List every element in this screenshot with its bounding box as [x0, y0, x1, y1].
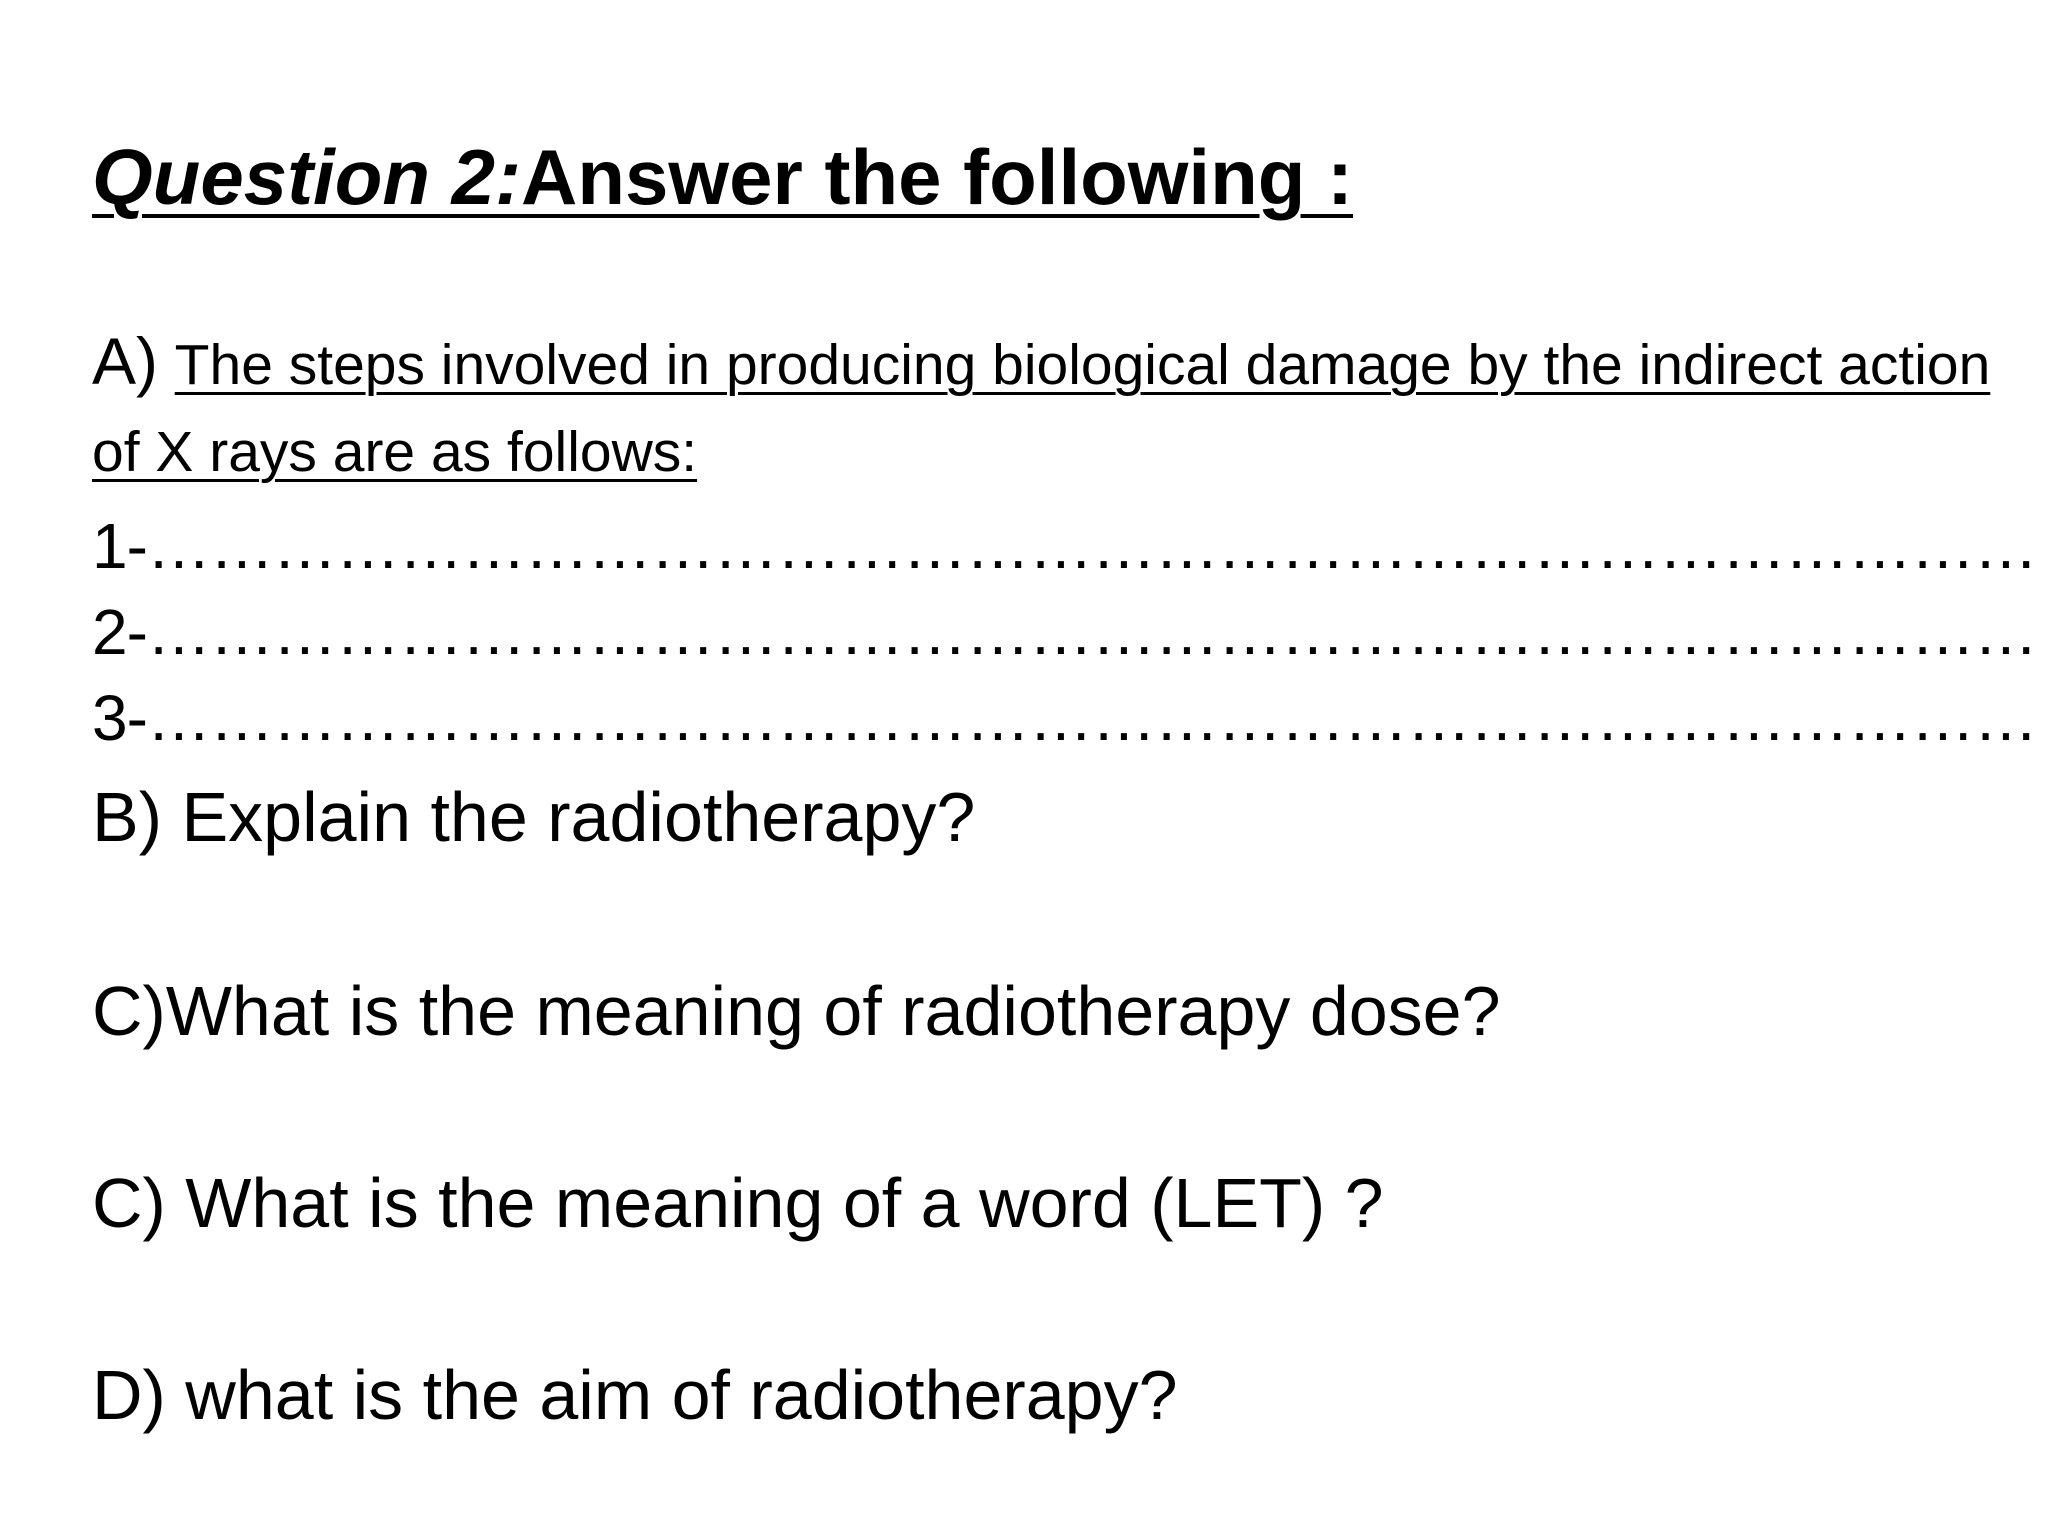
answer-blank-1: 1-……………………………………………………………………………… [92, 510, 2037, 582]
part-a-prompt [92, 318, 2012, 495]
question-d: D) what is the aim of radiotherapy? [92, 1356, 1178, 1434]
question-c-let: C) What is the meaning of a word (LET) ? [92, 1164, 1384, 1242]
part-a-label: A) [92, 324, 158, 398]
question-instruction: Answer the following : [521, 133, 1354, 221]
question-number: Question 2: [92, 133, 522, 221]
answer-blank-3: 3-……………………………………………………………………………… [92, 682, 2037, 754]
question-c-dose: C)What is the meaning of radiotherapy dose? [92, 972, 1501, 1050]
answer-blank-2: 2-……………………………………………………………………………… [92, 596, 2037, 668]
part-a-text: The steps involved in producing biological damage by the indirect action of X rays are as follows: [92, 333, 1991, 484]
question-heading [92, 133, 1354, 221]
question-b: B) Explain the radiotherapy? [92, 778, 976, 856]
